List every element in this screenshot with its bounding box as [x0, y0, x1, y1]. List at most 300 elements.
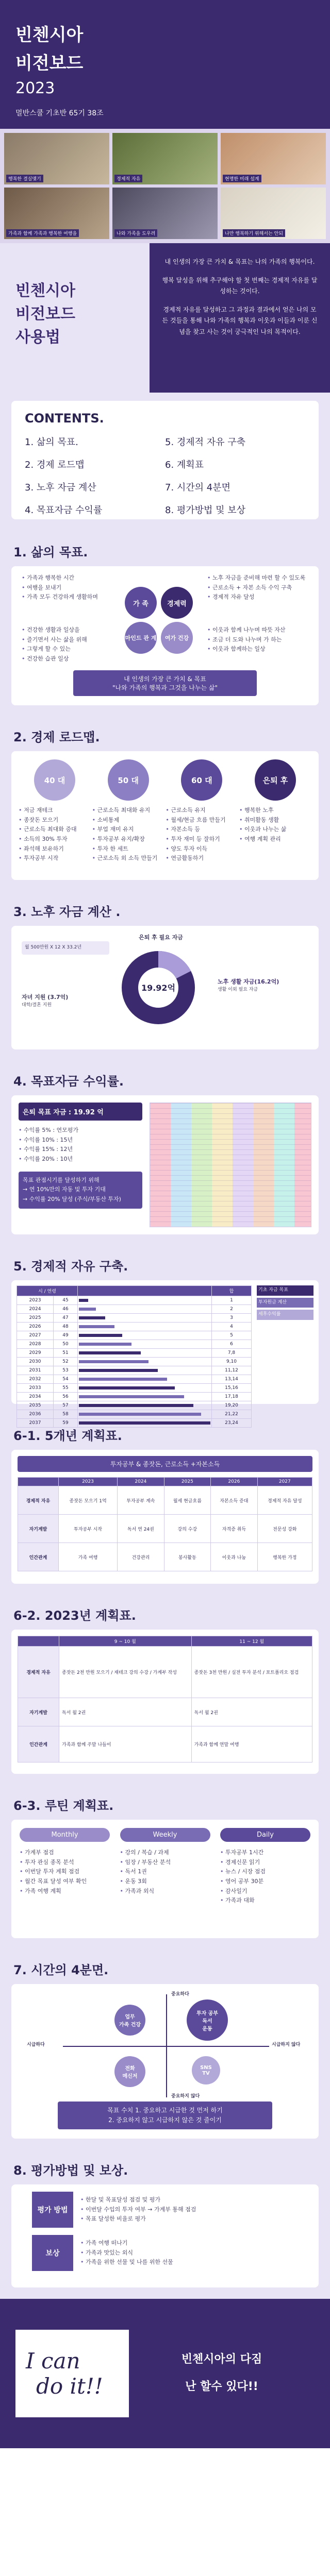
- build-bar-cell: [78, 1314, 212, 1323]
- build-age: 55: [53, 1384, 77, 1393]
- build-title: 5. 경제적 자유 구축.: [13, 1259, 128, 1274]
- quadrant-title: 7. 시간의 4분면.: [13, 1963, 109, 1977]
- goal-circle-family: 가 족: [125, 587, 157, 619]
- footer-text: [129, 2346, 315, 2401]
- routine-item: • 경제신문 읽기: [220, 1858, 310, 1868]
- plan5-cell: 자본소득 증대: [211, 1486, 258, 1515]
- plan5-year: 2027: [257, 1478, 312, 1486]
- build-total: 21,22: [212, 1410, 252, 1419]
- retire-right-label: 노후 생활 자금(16.2억): [218, 978, 279, 985]
- plan5-corner: [18, 1478, 59, 1486]
- plan2023-section: [0, 1594, 330, 1784]
- routine-item: • 투자공부 1시간: [220, 1848, 310, 1858]
- build-bar: [79, 1360, 148, 1363]
- contents-item[interactable]: 5. 경제적 자유 구축: [165, 437, 246, 448]
- footer-logo: [15, 2330, 129, 2417]
- plan2023-corner: [18, 1636, 59, 1647]
- build-year: 2023: [17, 1296, 54, 1305]
- build-age: 51: [53, 1349, 77, 1358]
- quadrant-q2-item: 투자 공부: [196, 2010, 219, 2016]
- plan5-banner: 투자공부 & 종잣돈, 근로소득 +자본소득: [18, 1456, 312, 1472]
- target-bullet: • 수익률 5% : 연모평가: [19, 1126, 142, 1136]
- contents-item[interactable]: 2. 경제 로드맵: [25, 460, 85, 470]
- build-table-body: [17, 1296, 252, 1428]
- plan2023-cell: 종잣돈 3천 만원 / 실전 투자 분석 / 포트폴리오 점검: [191, 1647, 312, 1698]
- usage-title: [0, 243, 150, 393]
- roadmap-stage: [166, 759, 238, 872]
- roadmap-item: • 소득의 30% 투자: [19, 835, 91, 844]
- routine-col: [220, 1828, 310, 1930]
- build-section: [0, 1245, 330, 1426]
- quadrant-q1: [114, 2005, 145, 2036]
- plan2023-header: 9 ~ 10 월: [59, 1636, 192, 1647]
- roadmap-section: [0, 716, 330, 890]
- retire-center-label: 19.92억: [141, 983, 176, 993]
- photo-item: [112, 133, 218, 184]
- build-table: [16, 1285, 252, 1428]
- quadrant-q2-item: 독서: [202, 2018, 212, 2024]
- quadrant-q3-item: 메신저: [122, 2074, 138, 2079]
- build-bar-cell: [78, 1384, 212, 1393]
- roadmap-item: • 근로소득 유지: [166, 806, 238, 816]
- target-title: 4. 목표자금 수익률.: [13, 1074, 124, 1089]
- goal-item: • 건강한 습관 일상: [22, 654, 109, 664]
- build-bar: [79, 1334, 122, 1337]
- usage-text: [150, 243, 330, 393]
- build-bar-cell: [78, 1375, 212, 1384]
- build-age: 57: [53, 1401, 77, 1410]
- roadmap-card: [11, 751, 319, 880]
- header-subtitle: 멀반스쿨 기초반 65기 38조: [15, 109, 104, 117]
- build-year: 2027: [17, 1331, 54, 1340]
- build-bar-cell: [78, 1305, 212, 1314]
- build-year: 2035: [17, 1401, 54, 1410]
- routine-items: [20, 1848, 110, 1896]
- build-year: 2028: [17, 1340, 54, 1349]
- goal-item: • 가족과 행복한 시간: [22, 573, 109, 583]
- build-total: 7,8: [212, 1349, 252, 1358]
- roadmap-stage-circle: 60 대: [181, 759, 222, 801]
- build-total: 23,24: [212, 1419, 252, 1428]
- build-row: [17, 1323, 252, 1331]
- photo-item: [4, 188, 109, 239]
- goals-left-top: [22, 573, 109, 602]
- header: [0, 0, 330, 129]
- build-age: 48: [53, 1323, 77, 1331]
- build-legend-item: 기초 자금 목표: [257, 1285, 314, 1296]
- routine-item: • 가족 여행 계획: [20, 1887, 110, 1896]
- routine-item: • 강의 / 복습 / 과제: [120, 1848, 210, 1858]
- retire-top-value: 월 500만원 X 12 X 33.2년: [25, 945, 82, 950]
- evaluation-card: [11, 2184, 319, 2287]
- goal-item: • 이웃과 함께 나누며 따뜻 자산: [207, 625, 310, 635]
- quadrant-q4-item: TV: [202, 2070, 210, 2076]
- footer-logo-line1: I can: [26, 2348, 80, 2374]
- roadmap-stage: [19, 759, 91, 872]
- goals-right-top: [207, 573, 310, 602]
- target-highlight: [19, 1172, 142, 1209]
- build-legend-item: 투자원금 계산: [257, 1298, 314, 1308]
- build-age: 50: [53, 1340, 77, 1349]
- build-bar-cell: [78, 1323, 212, 1331]
- goal-item: • 근로소득 + 자본 소득 수익 구축: [207, 583, 310, 593]
- photo-item: [221, 188, 326, 239]
- photo-caption: 현명한 미래 설계: [223, 175, 261, 182]
- goals-card: [11, 566, 319, 705]
- usage-paragraph: 경제적 자유를 달성하고 그 과정과 결과에서 얻은 나의 모든 것들을 통해 나와 가족의 행복과 이웃과 이들과 이룬 신념을 찾고 사는 것이 궁극적인 나의 목적이다.: [162, 306, 318, 335]
- goal-item: • 조금 더 도와 나누며 가 하는: [207, 635, 310, 645]
- contents-item[interactable]: 4. 목표자금 수익률: [25, 505, 103, 516]
- goal-circle-health: 여가 건강: [161, 622, 193, 654]
- target-bullet: • 수익률 15% : 12년: [19, 1145, 142, 1155]
- plan5-year: 2024: [118, 1478, 164, 1486]
- target-heading: 은퇴 목표 자금 : 19.92 억: [19, 1103, 142, 1121]
- plan5-year: 2023: [58, 1478, 117, 1486]
- build-age: 45: [53, 1296, 77, 1305]
- build-bar: [79, 1343, 131, 1346]
- goals-banner-line2: "나와 가족의 행복과 그것을 나누는 삶": [112, 684, 218, 691]
- evaluation-row-label: 평가 방법: [32, 2192, 73, 2228]
- build-bar-cell: [78, 1393, 212, 1401]
- roadmap-item: • 저금 재테크: [19, 806, 91, 816]
- usage-title-line3: 사용법: [15, 328, 60, 346]
- plan2023-cell: 가족과 함께 주말 나들이: [59, 1726, 192, 1762]
- goal-item: • 즐기면서 사는 삶을 위해: [22, 635, 109, 645]
- build-total: 17,18: [212, 1393, 252, 1401]
- evaluation-item: • 목표 달성한 비율로 평가: [80, 2214, 196, 2224]
- build-bar-cell: [78, 1331, 212, 1340]
- routine-col-label: Daily: [220, 1828, 310, 1842]
- goal-item: • 가족 모두 건강하게 생활하며: [22, 592, 109, 602]
- build-total-header: 합: [212, 1286, 252, 1296]
- goals-banner-line1: 내 인생의 가장 큰 가치 & 목표: [124, 675, 206, 683]
- quadrant-axis-top: 중요하다: [171, 1992, 189, 1997]
- retire-section: [0, 890, 330, 1060]
- build-bar: [79, 1299, 88, 1302]
- evaluation-section: [0, 2149, 330, 2299]
- plan5-cell: 투자공부 시작: [58, 1515, 117, 1543]
- roadmap-item: • 종잣돈 모으기: [19, 816, 91, 825]
- header-year: 2023: [15, 79, 55, 97]
- build-total: 6: [212, 1340, 252, 1349]
- usage-section: [0, 243, 330, 393]
- quadrant-q4-item: SNS: [200, 2064, 212, 2071]
- build-total: 13,14: [212, 1375, 252, 1384]
- photo-caption: 가족과 함께 가족과 행복한 여행을: [6, 229, 79, 237]
- evaluation-item: • 이번달 수입의 투자 여부 → 가계부 통해 점검: [80, 2205, 196, 2215]
- build-year: 2030: [17, 1358, 54, 1366]
- evaluation-item: • 가족을 위한 선물 및 나를 위한 선물: [80, 2258, 173, 2267]
- photo-item: [112, 188, 218, 239]
- build-legend-item: 세후수익률: [257, 1310, 314, 1320]
- plan5-cell: 건강관리: [118, 1543, 164, 1571]
- routine-item: • 독서 1권: [120, 1867, 210, 1877]
- retire-donut: [120, 949, 197, 1026]
- plan2023-cell: 독서 월 2권: [191, 1698, 312, 1726]
- build-bar: [79, 1378, 167, 1381]
- evaluation-item: • 한달 및 목표달성 점검 및 평가: [80, 2195, 196, 2205]
- target-text: [19, 1103, 142, 1227]
- build-total: 9,10: [212, 1358, 252, 1366]
- plan5-card: [11, 1450, 319, 1584]
- photo-item: [4, 133, 109, 184]
- goal-circle-mind: 마인드 관 계: [125, 622, 157, 654]
- build-year: 2036: [17, 1410, 54, 1419]
- plan5-cell: 가족 여행: [58, 1543, 117, 1571]
- quadrant-q4: [192, 2056, 220, 2084]
- roadmap-stage-items: [166, 806, 238, 863]
- roadmap-item: • 월세/현금 흐름 만들기: [166, 816, 238, 825]
- contents-item[interactable]: 8. 평가방법 및 보상: [165, 505, 246, 516]
- contents-item[interactable]: 3. 노후 자금 계산: [25, 482, 96, 493]
- retire-left-value: 대학/결혼 지원: [22, 1002, 52, 1008]
- target-bullet: • 수익률 20% : 10년: [19, 1155, 142, 1164]
- target-section: [0, 1060, 330, 1245]
- build-bar: [79, 1316, 105, 1319]
- routine-item: • 임장 / 부동산 분석: [120, 1858, 210, 1868]
- goals-section: [0, 531, 330, 716]
- build-age: 58: [53, 1410, 77, 1419]
- plan5-year: 2025: [164, 1478, 211, 1486]
- build-bar: [79, 1421, 210, 1425]
- retire-left-box: [22, 993, 109, 1009]
- quadrant-q1-item: 가족 건강: [119, 2022, 141, 2028]
- build-bar: [79, 1386, 175, 1389]
- build-age: 49: [53, 1331, 77, 1340]
- build-age: 59: [53, 1419, 77, 1428]
- build-age: 46: [53, 1305, 77, 1314]
- retire-left-label: 자녀 지원 (3.7억): [22, 994, 69, 1001]
- footer: [0, 2299, 330, 2448]
- roadmap-item: • 여행 계획 관리: [239, 835, 311, 844]
- plan5-cell: 전문성 강화: [257, 1515, 312, 1543]
- build-bar-cell: [78, 1349, 212, 1358]
- roadmap-stage-items: [19, 806, 91, 863]
- evaluation-title: 8. 평가방법 및 보상.: [13, 2163, 128, 2178]
- build-row: [17, 1296, 252, 1305]
- build-total: 11,12: [212, 1366, 252, 1375]
- header-title-line2: 비전보드: [15, 53, 84, 74]
- roadmap-item: • 근로소득 최대화 유지: [92, 806, 164, 816]
- footer-logo-line2: do it!!: [36, 2374, 103, 2399]
- quadrant-banner-line1: 목표 수치 1. 중요하고 시급한 것 먼저 하기: [107, 2106, 223, 2114]
- build-row: [17, 1401, 252, 1410]
- plan2023-row-label: 인간관계: [18, 1726, 59, 1762]
- build-bar: [79, 1369, 158, 1372]
- quadrant-q2-item: 운동: [202, 2026, 212, 2032]
- photo-item: [221, 133, 326, 184]
- roadmap-stage-items: [239, 806, 311, 844]
- build-bar: [79, 1325, 114, 1328]
- build-total: 5: [212, 1331, 252, 1340]
- build-bar-cell: [78, 1340, 212, 1349]
- plan5-cell: 강의 수강: [164, 1515, 211, 1543]
- routine-section: [0, 1784, 330, 1948]
- routine-col-label: Weekly: [120, 1828, 210, 1842]
- evaluation-row: [32, 2235, 298, 2271]
- goals-banner: [73, 670, 257, 696]
- plan5-cell: 경제적 자유 달성: [257, 1486, 312, 1515]
- routine-item: • 감사일기: [220, 1887, 310, 1896]
- roadmap-item: • 투자 재미 등 잘하기: [166, 835, 238, 844]
- roadmap-item: • 투자공부 유지/확장: [92, 835, 164, 844]
- plan5-cell: 종잣돈 모으기 1억: [58, 1486, 117, 1515]
- usage-paragraph: 내 인생의 가장 큰 가치 & 목표는 나의 가족의 행복이다.: [164, 258, 315, 265]
- plan5-year: 2026: [211, 1478, 258, 1486]
- build-year: 2033: [17, 1384, 54, 1393]
- retire-right-box: [218, 977, 310, 993]
- build-total: 15,16: [212, 1384, 252, 1393]
- contents-item[interactable]: 7. 시간의 4분면: [165, 482, 231, 493]
- build-bar: [79, 1404, 193, 1407]
- quadrant-section: [0, 1948, 330, 2149]
- target-bullet: • 수익률 10% : 15년: [19, 1136, 142, 1145]
- target-highlight-line1: 목표 관점시기를 달성하기 위해: [23, 1176, 100, 1183]
- goal-item: • 건강한 생활과 일상을: [22, 625, 109, 635]
- plan5-cell: 행복한 가정: [257, 1543, 312, 1571]
- roadmap-item: • 투자공부 시작: [19, 854, 91, 863]
- plan5-section: [0, 1414, 330, 1594]
- target-bullets: [19, 1126, 142, 1164]
- quadrant-axis-left: 시급하다: [27, 2042, 45, 2047]
- build-age: 54: [53, 1375, 77, 1384]
- evaluation-item: • 가족과 맛있는 외식: [80, 2248, 173, 2258]
- routine-items: [120, 1848, 210, 1896]
- routine-item: • 이번달 투자 계획 점검: [20, 1867, 110, 1877]
- build-legend: [257, 1285, 314, 1399]
- plan2023-cell: 독서 월 2권: [59, 1698, 192, 1726]
- roadmap-title: 2. 경제 로드맵.: [13, 730, 100, 744]
- build-year: 2024: [17, 1305, 54, 1314]
- roadmap-item: • 투자 한 세트: [92, 844, 164, 854]
- plan5-title: 6-1. 5개년 계획표.: [13, 1429, 122, 1443]
- plan2023-card: [11, 1630, 319, 1774]
- quadrant-axis-right: 시급하지 않다: [272, 2042, 301, 2047]
- build-bar-cell: [78, 1410, 212, 1419]
- routine-item: • 운동 3회: [120, 1877, 210, 1887]
- evaluation-item: • 가족 여행 떠나기: [80, 2239, 173, 2248]
- target-highlight-line2: → 연 10%만의 자동 및 투자 기대: [23, 1186, 106, 1193]
- contents-card: [11, 401, 319, 519]
- roadmap-stage: [92, 759, 164, 872]
- header-title-line1: 빈첸시아: [15, 25, 84, 45]
- roadmap-item: • 양도 투자 이득: [166, 844, 238, 854]
- build-year: 2037: [17, 1419, 54, 1428]
- routine-item: • 가족과 외식: [120, 1887, 210, 1896]
- plan5-table: [18, 1477, 312, 1571]
- routine-title: 6-3. 루틴 계획표.: [13, 1799, 114, 1813]
- goal-item: • 이웃과 함께하는 일상: [207, 645, 310, 654]
- goal-item: • 노후 자금을 준비해 마련 할 수 있도록: [207, 573, 310, 583]
- retire-top-title: 은퇴 후 필요 자금: [139, 934, 183, 941]
- build-total: 2: [212, 1305, 252, 1314]
- quadrant-q2: [187, 1999, 228, 2041]
- goals-right-bottom: [207, 625, 310, 654]
- build-bar-cell: [78, 1366, 212, 1375]
- roadmap-item: • 취미활동 생활: [239, 816, 311, 825]
- build-bar: [79, 1413, 201, 1416]
- routine-item: • 영어 공부 30분: [220, 1877, 310, 1887]
- build-row: [17, 1384, 252, 1393]
- retire-top-label: [114, 933, 207, 942]
- roadmap-stage-circle: 40 대: [34, 759, 75, 801]
- roadmap-item: • 소비통제: [92, 816, 164, 825]
- footer-text-line1: 빈첸시아의 다짐: [181, 2353, 262, 2366]
- roadmap-item: • 행복한 노후: [239, 806, 311, 816]
- quadrant-banner-line2: 2. 중요하지 않고 시급하지 않은 것 줄이기: [108, 2116, 222, 2124]
- roadmap-item: • 근로소득 최대화 증대: [19, 825, 91, 835]
- build-row: [17, 1393, 252, 1401]
- plan5-cell: 이웃과 나눔: [211, 1543, 258, 1571]
- build-bar: [79, 1351, 141, 1354]
- photo-caption: 행복한 결실맺기: [6, 175, 43, 182]
- evaluation-row-label: 보상: [32, 2235, 73, 2271]
- build-card: [11, 1280, 319, 1426]
- goals-left-bottom: [22, 625, 109, 664]
- plan5-row-label: 경제적 자유: [18, 1486, 59, 1515]
- build-row: [17, 1358, 252, 1366]
- build-row: [17, 1305, 252, 1314]
- contents-item[interactable]: 6. 계획표: [165, 460, 204, 470]
- build-bar-header: [78, 1286, 212, 1296]
- photo-caption: 경제적 자유: [114, 175, 142, 182]
- quadrant-axis-bottom: 중요하지 않다: [171, 2094, 200, 2099]
- routine-col-label: Monthly: [20, 1828, 110, 1842]
- goal-item: • 경제적 자유 달성: [207, 592, 310, 602]
- quadrant-card: [11, 1984, 319, 2139]
- build-year: 2029: [17, 1349, 54, 1358]
- footer-text-line2: 난 할수 있다!!: [185, 2380, 258, 2393]
- build-row: [17, 1314, 252, 1323]
- roadmap-item: • 이웃과 나누는 삶: [239, 825, 311, 835]
- evaluation-row: [32, 2192, 298, 2228]
- target-card: [11, 1095, 319, 1234]
- photo-caption: 나와 가족을 도우려: [114, 229, 157, 237]
- routine-item: • 투자 관심 종목 분석: [20, 1858, 110, 1868]
- routine-items: [220, 1848, 310, 1906]
- build-bar-cell: [78, 1296, 212, 1305]
- build-year: 2034: [17, 1393, 54, 1401]
- target-highlight-line3: → 수익률 20% 달성 (주식/부동산 투자): [23, 1196, 121, 1203]
- usage-title-line1: 빈첸시아: [15, 282, 75, 300]
- photo-caption: 나만 행복하기 위해서는 안되: [223, 229, 285, 237]
- plan5-row-label: 인간관계: [18, 1543, 59, 1571]
- quadrant-q3: [114, 2056, 145, 2087]
- roadmap-stage-circle: 50 대: [108, 759, 149, 801]
- quadrant-axis-h: [63, 2046, 269, 2047]
- evaluation-items: [80, 2195, 196, 2224]
- plan5-cell: 독서 연 24권: [118, 1515, 164, 1543]
- plan2023-header: 11 ~ 12 월: [191, 1636, 312, 1647]
- build-year: 2026: [17, 1323, 54, 1331]
- build-age: 52: [53, 1358, 77, 1366]
- roadmap-stage-items: [92, 806, 164, 863]
- plan2023-table: [18, 1636, 312, 1762]
- routine-col: [120, 1828, 210, 1930]
- contents-item[interactable]: 1. 삶의 목표.: [25, 437, 78, 448]
- build-total: 19,20: [212, 1401, 252, 1410]
- contents-list: [25, 435, 305, 516]
- build-total: 1: [212, 1296, 252, 1305]
- routine-item: • 뉴스 / 시장 점검: [220, 1867, 310, 1877]
- build-bar: [79, 1395, 184, 1398]
- roadmap-item: • 좌석해 보유하기: [19, 844, 91, 854]
- build-age: 56: [53, 1393, 77, 1401]
- plan5-cell: 자격증 취득: [211, 1515, 258, 1543]
- goals-title: 1. 삶의 목표.: [13, 545, 88, 560]
- build-total: 4: [212, 1323, 252, 1331]
- build-row: [17, 1349, 252, 1358]
